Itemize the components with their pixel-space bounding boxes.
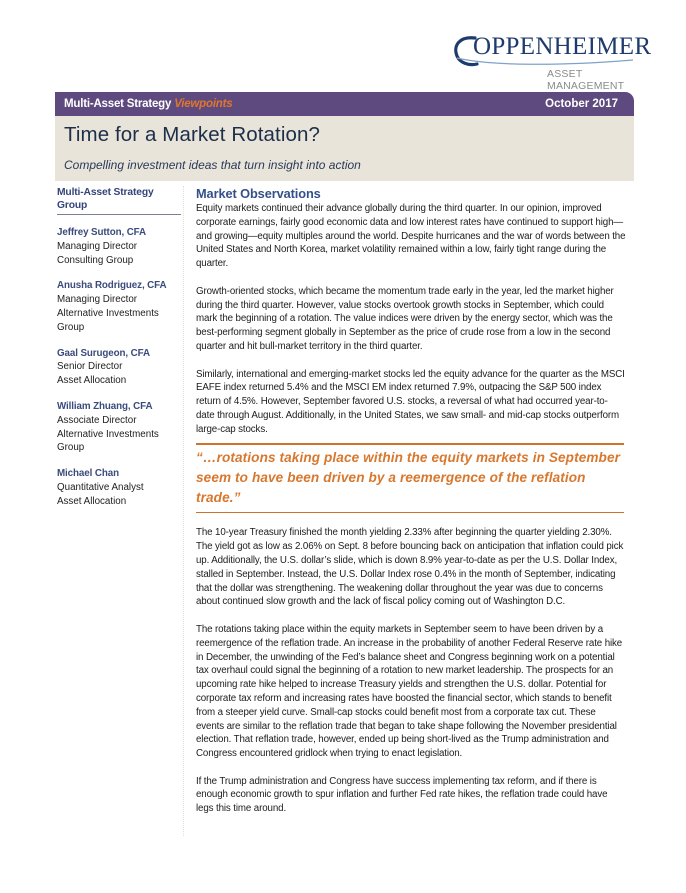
paragraphs-before-quote: [196, 202, 626, 437]
author-entry: [57, 226, 185, 267]
company-logo: [451, 32, 652, 92]
body-paragraph: Equity markets continued their advance globally during the third quarter. In our opinion, improved corporate earnings, fairly good economic data and low interest rates have continued to support high—and growing—equity multiples around the world. Despite hurricanes and the war of words between the United States and North Korea, market volatility remained within a low, fairly tight range during the quarter.: [196, 203, 626, 270]
author-role-line: Alternative Investments: [57, 307, 159, 319]
author-sidebar: [57, 186, 185, 509]
main-content: [196, 186, 626, 816]
banner-bar: [55, 92, 634, 116]
logo-subtitle: ASSET MANAGEMENT: [547, 68, 625, 92]
pull-quote-text: “…rotations taking place within the equity markets in September seem to have been driven by a reemergence of the reflation trade.”: [196, 449, 621, 505]
author-role-line: Consulting Group: [57, 254, 134, 266]
author-role-line: Asset Allocation: [57, 495, 127, 507]
author-role-line: Associate Director: [57, 414, 137, 426]
series-name: [64, 97, 232, 111]
author-role-line: Group: [57, 442, 85, 454]
logo-wordmark: OPPENHEIMER: [473, 33, 652, 60]
author-name: Michael Chan: [57, 468, 119, 480]
author-name: Anusha Rodriguez, CFA: [57, 280, 167, 292]
author-entry: [57, 279, 185, 334]
author-entry: [57, 400, 185, 455]
body-paragraph: Growth-oriented stocks, which became the momentum trade early in the year, led the market higher during the third quarter. However, value stocks overtook growth stocks in September, which could mark the beginning of a rotation. The value indices were driven by the energy sector, which was the best-performing segment globally in September as the price of crude rose from a low in the second quarter and hit bull-market territory in the third quarter.: [196, 285, 614, 352]
author-role-line: Asset Allocation: [57, 375, 127, 387]
author-list: [57, 226, 185, 509]
section-heading: Market Observations: [196, 186, 321, 201]
body-paragraph: If the Trump administration and Congress have success implementing tax reform, and if there is enough economic growth to spur inflation and further Fed rate hikes, the reflation trade could have legs this time around.: [196, 775, 608, 815]
body-paragraph: The rotations taking place within the equity markets in September seem to have been driven by a reemergence of the reflation trade. An increase in the probability of another Federal Reserve rate hike in December, the unwinding of the Fed’s balance sheet and Congress beginning work on a potential tax overhaul could signal the beginning of a rotation to new market leadership. The prospects for an upcoming rate hike helped to increase Treasury yields and strengthen the U.S. dollar. Potential for corporate tax reform and increasing rates have boosted the financial sector, which stands to benefit from a steeper yield curve. Small-cap stocks could benefit most from a corporate tax cut. These events are similar to the reflation trade that began to take shape following the November presidential election. That reflation trade, however, ended up being short-lived as the Trump administration and Congress encountered gridlock when trying to enact legislation.: [196, 623, 623, 760]
series-prefix: Multi-Asset Strategy: [64, 98, 172, 110]
series-highlight: Viewpoints: [174, 98, 233, 110]
author-role-line: Quantitative Analyst: [57, 481, 144, 493]
body-paragraph: The 10-year Treasury finished the month yielding 2.33% after beginning the quarter yielding 2.30%. The yield got as low as 2.06% on Sept. 8 before bouncing back on anticipation that inflation could pick up. Additionally, the U.S. dollar’s slide, which is down 8.9% year-to-date as per the U.S. Dollar Index, stalled in September. Instead, the U.S. Dollar Index rose 0.4% in the month of September, indicating that the dollar was strengthening. The weakening dollar throughout the year was due to concerns about continued slow growth and the lack of fiscal policy coming out of Washington D.C.: [196, 527, 624, 608]
author-name: Gaal Surugeon, CFA: [57, 347, 150, 359]
author-role-line: Group: [57, 321, 85, 333]
issue-date: October 2017: [545, 98, 618, 110]
author-entry: [57, 467, 185, 508]
author-role-line: Managing Director: [57, 294, 138, 306]
author-name: Jeffrey Sutton, CFA: [57, 227, 147, 238]
page-title: Time for a Market Rotation?: [64, 123, 321, 146]
pull-quote: [196, 443, 624, 513]
author-name: William Zhuang, CFA: [57, 400, 153, 412]
column-divider: [183, 186, 184, 836]
author-role-line: Senior Director: [57, 361, 123, 373]
author-role-line: Managing Director: [57, 240, 138, 252]
sidebar-heading: Multi-Asset Strategy Group: [57, 186, 181, 215]
author-entry: [57, 347, 185, 388]
author-role-line: Alternative Investments: [57, 428, 159, 440]
paragraphs-after-quote: [196, 526, 626, 816]
page-subtitle: Compelling investment ideas that turn insight into action: [64, 158, 361, 172]
header-banner: [55, 92, 634, 181]
body-paragraph: Similarly, international and emerging-market stocks led the equity advance for the quarter as the MSCI EAFE index returned 5.4% and the MSCI EM index returned 7.9%, outpacing the S&P 500 index return of 4.5%. However, September favored U.S. stocks, a reversal of what had occurred year-to-date through August. Additionally, in the United States, we saw small- and mid-cap stocks outperform large-cap stocks.: [196, 368, 625, 435]
